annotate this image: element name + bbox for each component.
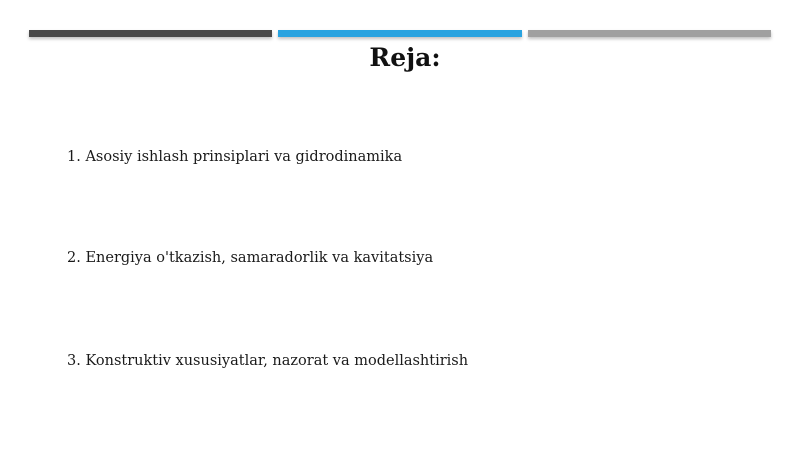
plan-item-3: 3. Konstruktiv xususiyatlar, nazorat va modellashtirish xyxy=(67,353,469,369)
accent-bar-dark xyxy=(29,30,272,37)
plan-item-1: 1. Asosiy ishlash prinsiplari va gidrodinamika xyxy=(67,149,403,165)
accent-bar-gray xyxy=(528,30,771,37)
slide-title: Reja: xyxy=(369,43,441,72)
accent-bar-blue xyxy=(278,30,522,37)
plan-item-2: 2. Energiya o'tkazish, samaradorlik va kavitatsiya xyxy=(67,250,434,266)
